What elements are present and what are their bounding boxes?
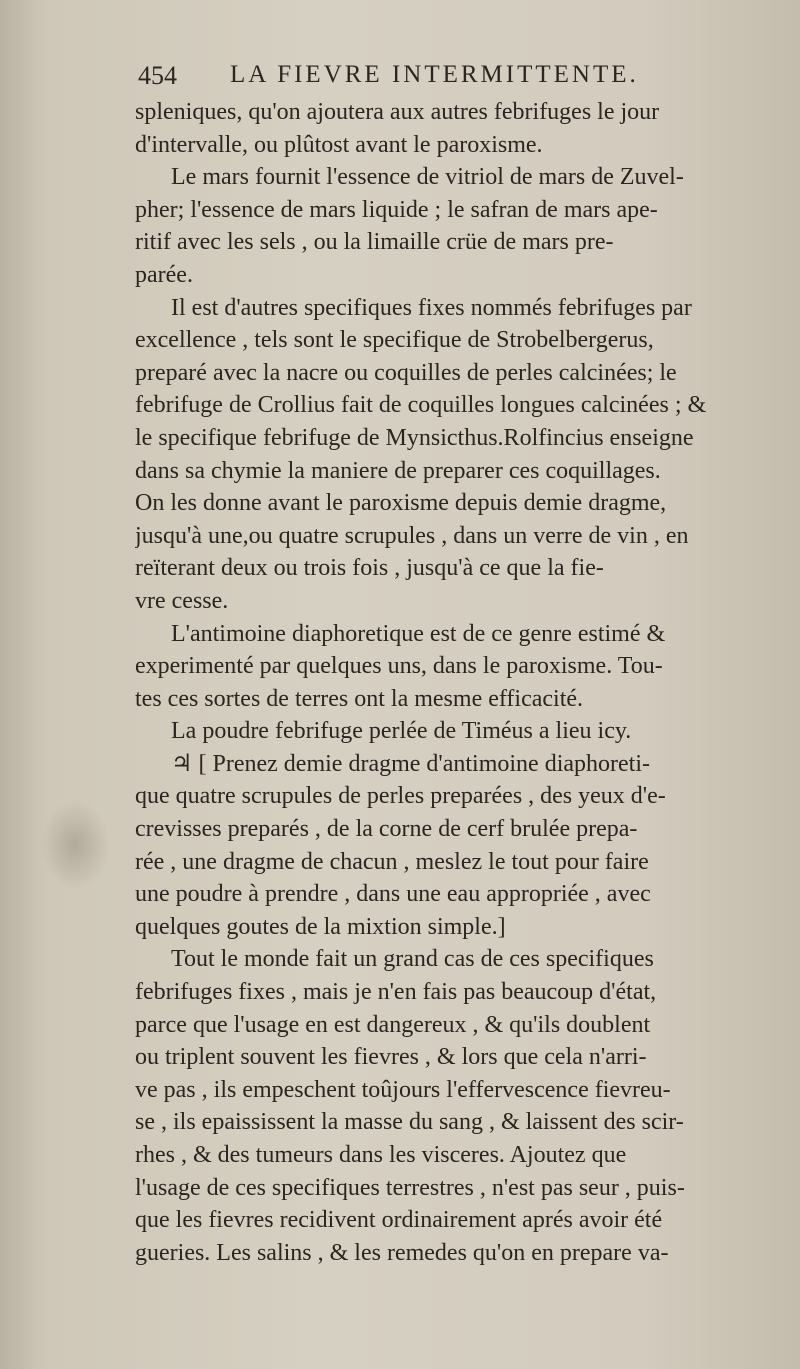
text-line: febrifuges fixes , mais je n'en fais pas beaucoup d'état, (135, 979, 657, 1006)
text-line: jusqu'à une,ou quatre scrupules , dans un verre de vin , en (135, 522, 689, 549)
page-header (138, 55, 778, 95)
paper-stain (40, 800, 110, 890)
text-line: Il est d'autres specifiques fixes nommés febrifuges par (171, 294, 692, 321)
running-title: LA FIEVRE INTERMITTENTE. (230, 61, 639, 88)
text-line: febrifuge de Crollius fait de coquilles longues calcinées ; & (135, 392, 707, 419)
text-line: Tout le monde fait un grand cas de ces specifiques (171, 946, 654, 973)
text-line: le specifique febrifuge de Mynsicthus.Rolfincius enseigne (135, 424, 694, 451)
text-line: ♃ [ Prenez demie dragme d'antimoine diaphoreti- (171, 750, 651, 777)
text-line: ritif avec les sels , ou la limaille crüe de mars pre- (135, 229, 614, 256)
text-line: rée , une dragme de chacun , meslez le tout pour faire (135, 848, 649, 875)
text-line: vre cesse. (135, 587, 229, 614)
text-line: ou triplent souvent les fievres , & lors que cela n'arri- (135, 1044, 647, 1071)
text-line: rhes , & des tumeurs dans les visceres. Ajoutez que (135, 1142, 627, 1168)
text-line: spleniques, qu'on ajoutera aux autres febrifuges le jour (135, 99, 660, 125)
text-line: ve pas , ils empeschent toûjours l'effervescence fievreu- (135, 1076, 671, 1103)
text-line: quelques goutes de la mixtion simple.] (135, 913, 506, 940)
text-line: tes ces sortes de terres ont la mesme efficacité. (135, 685, 584, 712)
text-line: gueries. Les salins , & les remedes qu'on en prepare va- (135, 1239, 669, 1266)
text-line: une poudre à prendre , dans une eau appropriée , avec (135, 881, 651, 908)
body-text (135, 96, 770, 1269)
text-line: On les donne avant le paroxisme depuis demie dragme, (135, 490, 667, 517)
text-line: se , ils epaississent la masse du sang , & laissent des scir- (135, 1109, 684, 1136)
text-line: parée. (135, 261, 193, 288)
text-line: experimenté par quelques uns, dans le paroxisme. Tou- (135, 653, 663, 680)
text-line: La poudre febrifuge perlée de Timéus a lieu icy. (171, 718, 632, 745)
text-line: excellence , tels sont le specifique de Strobelbergerus, (135, 327, 654, 354)
text-line: parce que l'usage en est dangereux , & qu'ils doublent (135, 1011, 651, 1038)
text-line: l'usage de ces specifiques terrestres , n'est pas seur , puis- (135, 1174, 685, 1201)
text-line: d'intervalle, ou plûtost avant le paroxisme. (135, 131, 543, 158)
text-line: preparé avec la nacre ou coquilles de perles calcinées; le (135, 359, 677, 386)
text-line: crevisses preparés , de la corne de cerf brulée prepa- (135, 816, 638, 843)
text-line: Le mars fournit l'essence de vitriol de mars de Zuvel- (171, 164, 684, 191)
text-line: que les fievres recidivent ordinairement aprés avoir été (135, 1207, 663, 1234)
text-line: pher; l'essence de mars liquide ; le safran de mars ape- (135, 196, 658, 223)
text-line: L'antimoine diaphoretique est de ce genre estimé & (171, 620, 666, 647)
text-line: dans sa chymie la maniere de preparer ces coquillages. (135, 457, 661, 484)
page-number: 454 (138, 61, 177, 90)
text-line: que quatre scrupules de perles preparées , des yeux d'e- (135, 783, 666, 810)
text-line: reïterant deux ou trois fois , jusqu'à ce que la fie- (135, 555, 604, 582)
